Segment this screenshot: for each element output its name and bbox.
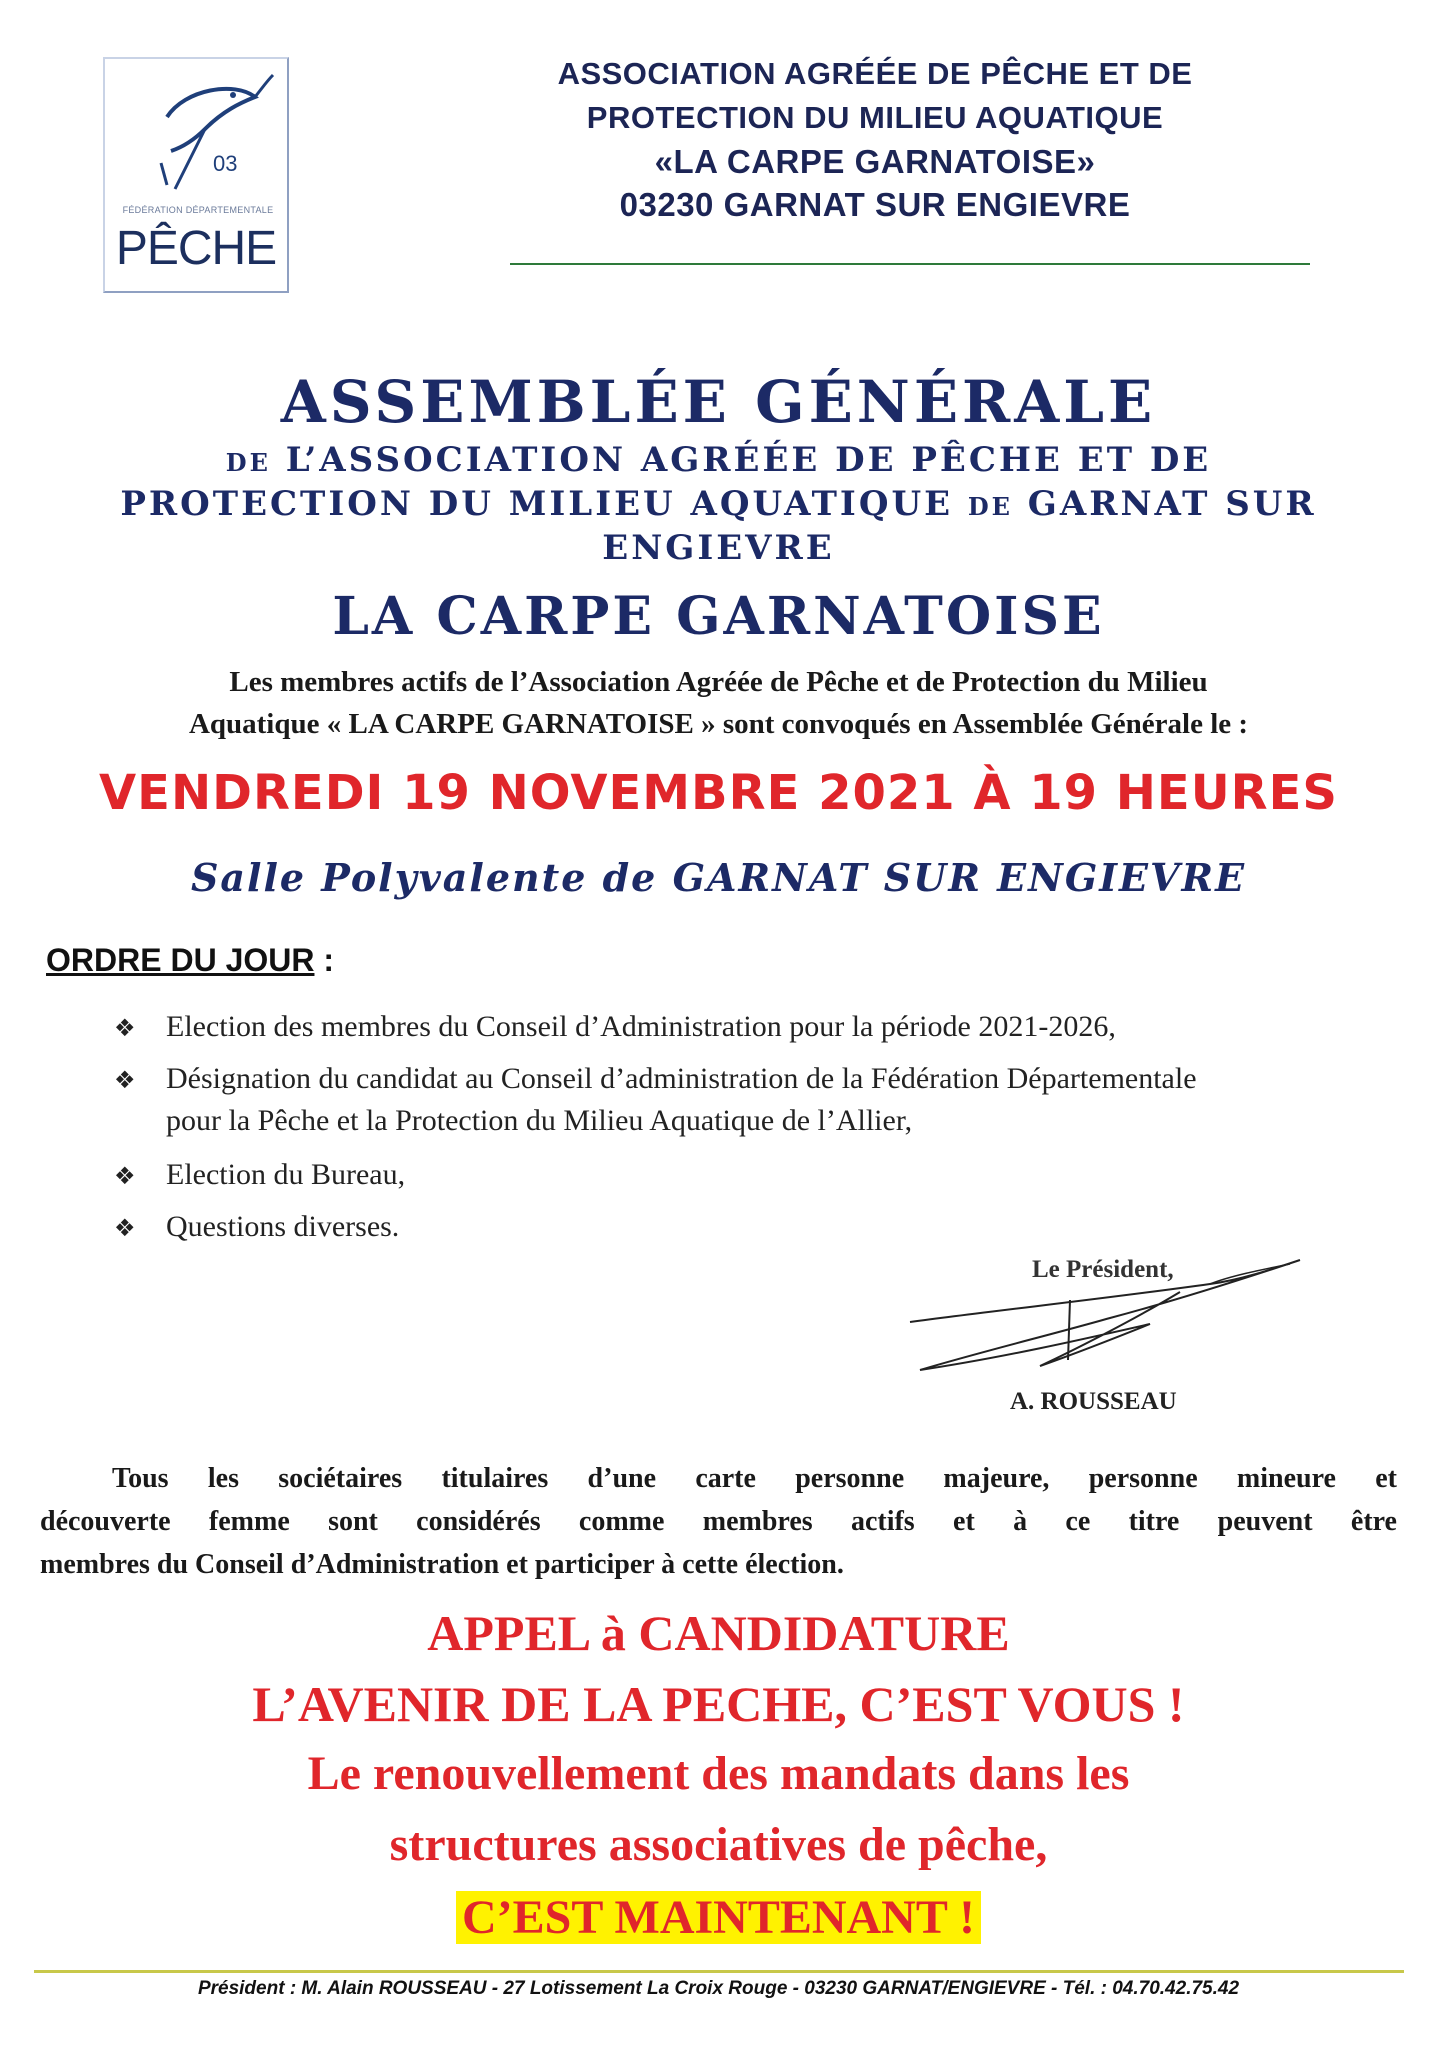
header-line-4: 03230 GARNAT SUR ENGIEVRE: [619, 186, 1131, 223]
agenda-item: [114, 1010, 1116, 1044]
meeting-date: VENDREDI 19 NOVEMBRE 2021 À 19 HEURES: [99, 765, 1338, 821]
agenda-item: [114, 1210, 399, 1244]
federation-logo: [103, 57, 289, 293]
agenda-item: [114, 1158, 405, 1192]
header-line-2: PROTECTION DU MILIEU AQUATIQUE: [586, 100, 1164, 135]
agenda-heading: [46, 942, 334, 979]
fish-logo-icon: [105, 59, 291, 209]
agenda-item-text: Désignation du candidat au Conseil d’administration de la Fédération Départementale: [166, 1062, 1197, 1095]
meeting-venue: Salle Polyvalente de GARNAT SUR ENGIEVRE: [190, 855, 1247, 900]
page-title: ASSEMBLÉE GÉNÉRALE: [280, 368, 1157, 436]
association-name: LA CARPE GARNATOISE: [332, 586, 1105, 647]
notice-line-2: découverte femme sont considérés comme membres actifs et à ce titre peuvent être: [40, 1506, 1397, 1537]
agenda-heading-colon: :: [314, 942, 335, 978]
diamond-bullet-icon: ❖: [114, 1014, 136, 1042]
agenda-item-continuation: pour la Pêche et la Protection du Milieu Aquatique de l’Allier,: [166, 1104, 913, 1137]
title-subline-1: de L’ASSOCIATION AGRÉÉE DE PÊCHE ET DE: [225, 440, 1212, 480]
agenda-item: [114, 1062, 1197, 1096]
signatory-title: Le Président,: [1032, 1256, 1174, 1283]
intro-line-1: Les membres actifs de l’Association Agréée de Pêche et de Protection du Milieu: [229, 666, 1208, 698]
notice-line-1: Tous les sociétaires titulaires d’une carte personne majeure, personne mineure et: [112, 1463, 1397, 1494]
appeal-line-4: structures associatives de pêche,: [389, 1818, 1048, 1871]
signatory-name: A. ROUSSEAU: [1010, 1388, 1177, 1415]
logo-brand-text: PÊCHE: [115, 222, 277, 275]
appeal-line-2: L’AVENIR DE LA PECHE, C’EST VOUS !: [252, 1676, 1185, 1732]
handwritten-signature-icon: [880, 1240, 1320, 1400]
notice-line-3: membres du Conseil d’Administration et participer à cette élection.: [40, 1549, 844, 1580]
header-line-1: ASSOCIATION AGRÉÉE DE PÊCHE ET DE: [557, 56, 1193, 91]
agenda-item-text: Questions diverses.: [166, 1210, 400, 1243]
diamond-bullet-icon: ❖: [114, 1162, 136, 1190]
footer-contact: Président : M. Alain ROUSSEAU - 27 Lotissement La Croix Rouge - 03230 GARNAT/ENGIEVRE - Tél. : 04.70.42.75.42: [197, 1978, 1240, 1999]
header-divider: [510, 263, 1310, 265]
agenda-heading-text: ORDRE DU JOUR: [46, 942, 315, 978]
diamond-bullet-icon: ❖: [114, 1214, 136, 1242]
appeal-line-3: Le renouvellement des mandats dans les: [307, 1747, 1130, 1800]
intro-line-2: Aquatique « LA CARPE GARNATOISE » sont convoqués en Assemblée Générale le :: [188, 708, 1249, 740]
appeal-line-1: APPEL à CANDIDATURE: [427, 1605, 1010, 1661]
diamond-bullet-icon: ❖: [114, 1066, 136, 1094]
agenda-item-text: Election des membres du Conseil d’Administration pour la période 2021-2026,: [166, 1010, 1116, 1043]
logo-federation-label: FÉDÉRATION DÉPARTEMENTALE: [122, 205, 274, 215]
title-subline-2: PROTECTION DU MILIEU AQUATIQUE de GARNAT SUR: [120, 484, 1317, 524]
header-line-3: «LA CARPE GARNATOISE»: [654, 143, 1096, 180]
agenda-item-text: Election du Bureau,: [166, 1158, 406, 1191]
logo-department-number: 03: [213, 151, 238, 176]
title-subline-3: ENGIEVRE: [602, 528, 835, 568]
footer-divider: [34, 1970, 1404, 1973]
highlighted-callout: C’EST MAINTENANT !: [456, 1891, 981, 1944]
appeal-line-5: [60, 1890, 1377, 1945]
